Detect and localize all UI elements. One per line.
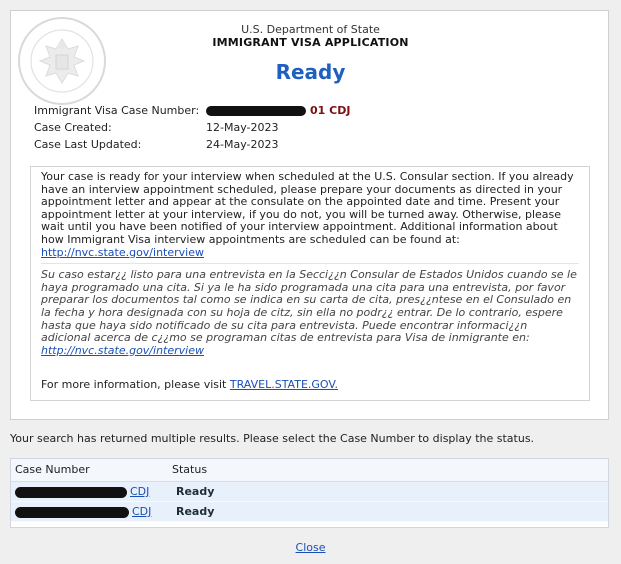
row-status: Ready <box>176 485 215 498</box>
table-row[interactable] <box>11 482 608 502</box>
case-number-suffix: 01 CDJ <box>310 104 351 117</box>
case-updated-row <box>34 136 574 153</box>
interview-info-link[interactable]: http://nvc.state.gov/interview <box>41 245 204 259</box>
case-number-value <box>206 102 350 119</box>
message-spanish: Su caso estar¿¿ listo para una entrevista en la Secci¿¿n Consular de Estados Unidos cuando se le haya programado una cita. Si ya le ha sido programada una cita para una entrevista, por favor preparar los documentos tal como se indica en su carta de cita, pres¿¿ntese en el Consulado en la fecha y hora designada con su hoja de citz, sin ella no podr¿¿ entrar. De lo contrario, espere hasta que haya sido notificado de su cita para entrevista. Puede encontrar informaci¿¿n adicional acerca de c¿¿mo se programan citas de entrevista para Visa de inmigrante en: <box>41 268 577 345</box>
redacted-case-number <box>15 507 129 518</box>
case-status-heading: Ready <box>275 60 346 84</box>
department-name: U.S. Department of State <box>241 23 380 36</box>
results-table <box>10 458 609 528</box>
message-english: Your case is ready for your interview when scheduled at the U.S. Consular section. If you already have an interview appointment scheduled, please prepare your documents as directed in your appointment letter and appear at the consulate on the appointed date and time. Present your appointment letter at your interview, if you do not, you will be turned away. Otherwise, please wait until you have been notified of your interview appointment. Additional information about how Immigrant Visa interview appointments are scheduled can be found at: <box>41 170 574 246</box>
column-status: Status <box>172 463 208 476</box>
case-number-link[interactable] <box>15 502 151 521</box>
case-updated-value: 24-May-2023 <box>206 138 279 151</box>
close-link[interactable]: Close <box>295 541 326 554</box>
results-table-header <box>11 459 608 482</box>
travel-state-gov-link[interactable]: TRAVEL.STATE.GOV. <box>229 378 338 392</box>
more-info-line <box>41 379 579 392</box>
case-created-row <box>34 119 574 136</box>
case-updated-label: Case Last Updated: <box>34 138 142 151</box>
case-created-value: 12-May-2023 <box>206 121 279 134</box>
application-title: IMMIGRANT VISA APPLICATION <box>212 36 409 49</box>
case-status-card <box>10 10 609 420</box>
case-created-label: Case Created: <box>34 121 112 134</box>
case-number-row <box>34 102 574 119</box>
case-number-label: Immigrant Visa Case Number: <box>34 104 200 117</box>
table-row[interactable] <box>11 502 608 522</box>
case-info <box>34 102 574 153</box>
case-number-suffix: CDJ <box>132 505 152 518</box>
case-number-suffix: CDJ <box>130 485 150 498</box>
column-case-number: Case Number <box>15 463 90 476</box>
more-info-prefix: For more information, please visit <box>41 378 227 392</box>
case-number-link[interactable] <box>15 482 149 501</box>
status-message[interactable] <box>30 166 590 401</box>
row-status: Ready <box>176 505 215 518</box>
redacted-case-number <box>206 106 306 116</box>
results-note: Your search has returned multiple results. Please select the Case Number to display the status. <box>10 432 535 445</box>
message-divider <box>41 263 579 264</box>
interview-info-link-spanish[interactable]: http://nvc.state.gov/interview <box>41 343 204 357</box>
redacted-case-number <box>15 487 127 498</box>
